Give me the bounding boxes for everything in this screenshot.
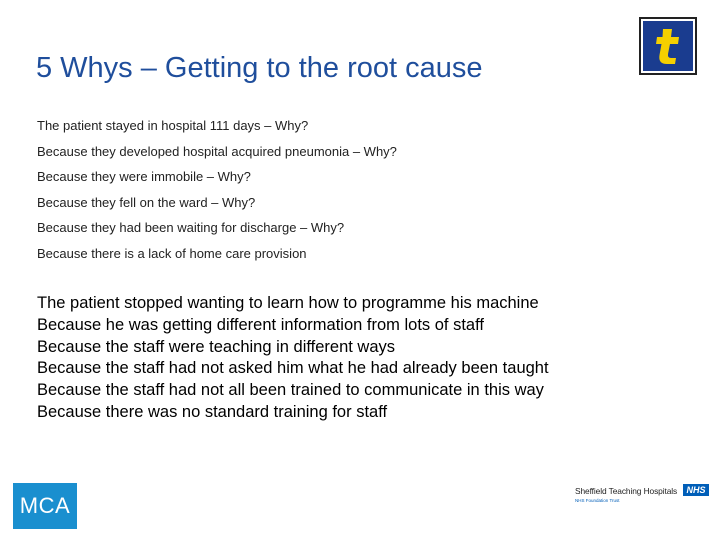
t-logo-icon bbox=[643, 21, 693, 71]
example-one-list bbox=[37, 116, 397, 269]
nhs-badge: NHS bbox=[683, 484, 709, 496]
list-item: Because they developed hospital acquired pneumonia – Why? bbox=[37, 143, 397, 159]
slide-title: 5 Whys – Getting to the root cause bbox=[36, 52, 483, 84]
mca-logo: MCA bbox=[13, 483, 77, 529]
sheffield-teaching-hospitals-logo bbox=[575, 484, 715, 508]
example-two-list bbox=[37, 293, 549, 424]
sth-name: Sheffield Teaching Hospitals bbox=[575, 486, 678, 496]
list-item: Because there is a lack of home care provision bbox=[37, 245, 307, 261]
list-item: Because there was no standard training for staff bbox=[37, 402, 388, 421]
list-item: The patient stopped wanting to learn how to programme his machine bbox=[37, 294, 539, 312]
list-item: The patient stayed in hospital 111 days – Why? bbox=[37, 118, 309, 133]
list-item: Because he was getting different information from lots of staff bbox=[37, 315, 484, 334]
list-item: Because they had been waiting for discharge – Why? bbox=[37, 220, 345, 235]
sth-subtitle: NHS Foundation Trust bbox=[575, 498, 620, 503]
list-item: Because the staff had not all been trained to communicate in this way bbox=[37, 381, 544, 400]
list-item: Because they fell on the ward – Why? bbox=[37, 194, 256, 210]
list-item: Because they were immobile – Why? bbox=[37, 169, 251, 184]
t-logo bbox=[639, 17, 697, 75]
list-item: Because the staff were teaching in different ways bbox=[37, 337, 396, 356]
list-item: Because the staff had not asked him what he had already been taught bbox=[37, 359, 549, 378]
